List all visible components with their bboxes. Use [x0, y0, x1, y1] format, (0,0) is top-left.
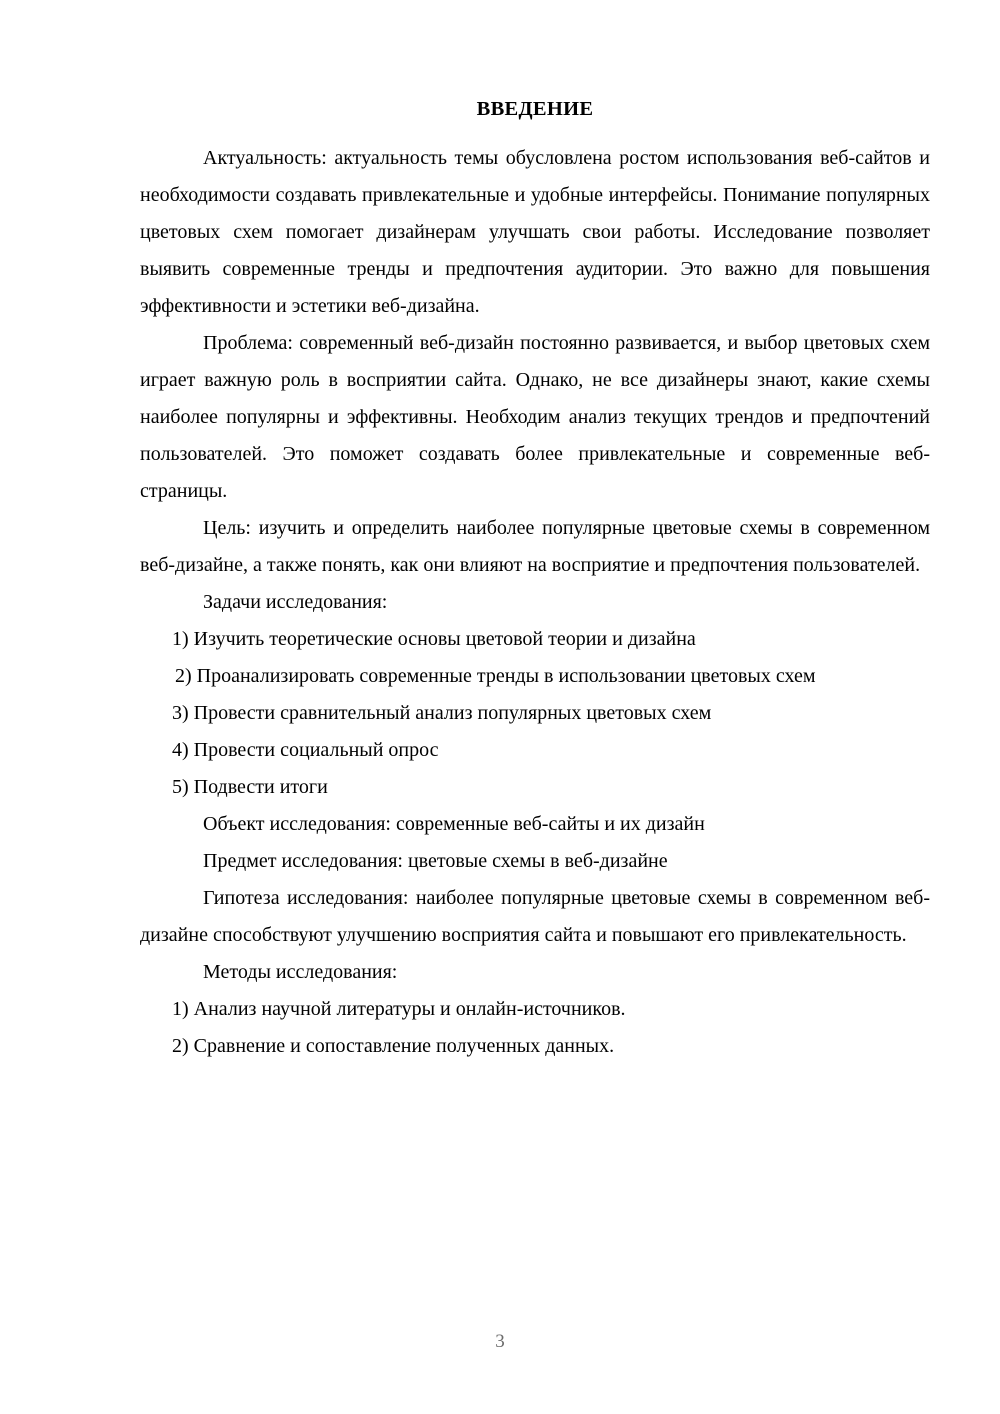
- heading-methods: Методы исследования:: [203, 961, 398, 983]
- page-number: 3: [495, 1331, 505, 1352]
- line-object-of-research: Объект исследования: современные веб-сайты и их дизайн: [203, 813, 705, 835]
- heading-tasks: Задачи исследования:: [203, 591, 388, 613]
- page-content: [140, 0, 930, 1065]
- list-item-method-2: 2) Сравнение и сопоставление полученных данных.: [172, 1035, 615, 1057]
- list-item-task-1: 1) Изучить теоретические основы цветовой теории и дизайна: [172, 628, 696, 650]
- paragraph-problem: Проблема: современный веб-дизайн постоянно развивается, и выбор цветовых схем играет важную роль в восприятии сайта. Однако, не все дизайнеры знают, какие схемы наиболее популярны и эффективны. Необходим анализ текущих трендов и предпочтений пользователей. Это поможет создавать более привлекательные и современные веб-страницы.: [140, 332, 930, 502]
- paragraph-goal: Цель: изучить и определить наиболее популярные цветовые схемы в современном веб-дизайне, а также понять, как они влияют на восприятие и предпочтения пользователей.: [140, 517, 930, 576]
- list-item-method-1: 1) Анализ научной литературы и онлайн-источников.: [172, 998, 626, 1020]
- paragraph-hypothesis: Гипотеза исследования: наиболее популярные цветовые схемы в современном веб-дизайне способствуют улучшению восприятия сайта и повышают его привлекательность.: [140, 887, 930, 946]
- paragraph-relevance: Актуальность: актуальность темы обусловлена ростом использования веб-сайтов и необходимости создавать привлекательные и удобные интерфейсы. Понимание популярных цветовых схем помогает дизайнерам улучшать свои работы. Исследование позволяет выявить современные тренды и предпочтения аудитории. Это важно для повышения эффективности и эстетики веб-дизайна.: [140, 147, 930, 317]
- list-item-task-2: 2) Проанализировать современные тренды в использовании цветовых схем: [175, 665, 816, 687]
- page-title: ВВЕДЕНИЕ: [476, 98, 594, 120]
- list-item-task-5: 5) Подвести итоги: [172, 776, 328, 798]
- line-subject-of-research: Предмет исследования: цветовые схемы в веб-дизайне: [203, 850, 668, 872]
- list-item-task-3: 3) Провести сравнительный анализ популярных цветовых схем: [172, 702, 712, 724]
- list-item-task-4: 4) Провести социальный опрос: [172, 739, 439, 761]
